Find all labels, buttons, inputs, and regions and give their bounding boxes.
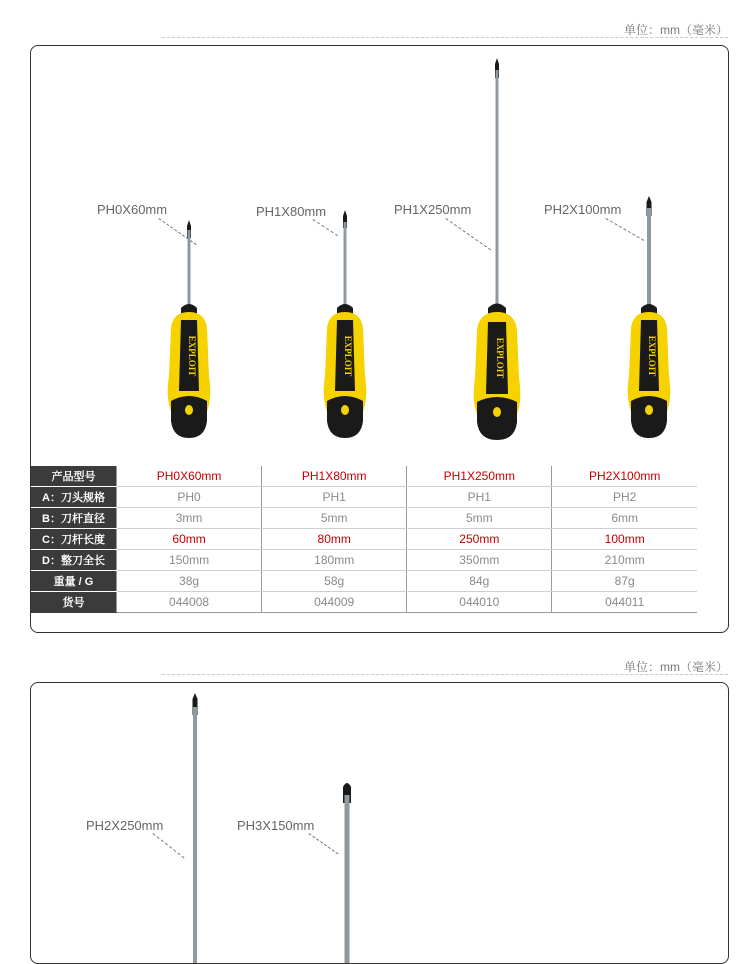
screwdriver-image [327, 777, 367, 964]
table-row [31, 529, 697, 550]
table-cell: 150mm [117, 550, 262, 571]
row-header: D：整刀全长 [31, 550, 117, 571]
tool-label-ph3x150: PH3X150mm [237, 818, 315, 833]
brand-logo: EXPLOIT [495, 337, 505, 379]
screwdriver-image [159, 216, 219, 466]
screwdriver-image [175, 691, 215, 964]
spec-table [31, 466, 697, 613]
table-row [31, 508, 697, 529]
model-cell: PH1X80mm [262, 466, 407, 487]
table-cell: 044011 [552, 592, 697, 613]
row-header: B：刀杆直径 [31, 508, 117, 529]
row-header: C：刀杆长度 [31, 529, 117, 550]
table-cell: 180mm [262, 550, 407, 571]
row-header: 货号 [31, 592, 117, 613]
unit-note: 单位：mm（毫米） [624, 660, 728, 674]
table-row [31, 466, 697, 487]
screwdriver-image [315, 216, 375, 466]
table-cell: 80mm [262, 529, 407, 550]
table-cell: 044009 [262, 592, 407, 613]
table-cell: 044008 [117, 592, 262, 613]
screwdriver-image [467, 56, 527, 456]
screwdriver-image [619, 196, 679, 466]
brand-logo: EXPLOIT [187, 335, 197, 377]
table-cell: PH1 [407, 487, 552, 508]
table-row [31, 592, 697, 613]
tool-label-ph2x250: PH2X250mm [86, 818, 164, 833]
divider [162, 674, 728, 675]
table-cell: 38g [117, 571, 262, 592]
table-cell: PH2 [552, 487, 697, 508]
table-cell: 6mm [552, 508, 697, 529]
row-header: A：刀头规格 [31, 487, 117, 508]
product-panel-1 [30, 45, 729, 633]
table-cell: 210mm [552, 550, 697, 571]
table-cell: 250mm [407, 529, 552, 550]
tool-label-ph2x100: PH2X100mm [544, 202, 622, 217]
table-cell: 3mm [117, 508, 262, 529]
table-row [31, 550, 697, 571]
table-cell: PH1 [262, 487, 407, 508]
table-cell: 58g [262, 571, 407, 592]
table-row [31, 487, 697, 508]
table-cell: 350mm [407, 550, 552, 571]
table-cell: 87g [552, 571, 697, 592]
model-cell: PH1X250mm [407, 466, 552, 487]
model-cell: PH0X60mm [117, 466, 262, 487]
table-cell: 60mm [117, 529, 262, 550]
model-cell: PH2X100mm [552, 466, 697, 487]
table-cell: 100mm [552, 529, 697, 550]
divider [162, 37, 728, 38]
tool-label-ph1x80: PH1X80mm [256, 204, 327, 219]
tool-label-ph1x250: PH1X250mm [394, 202, 472, 217]
product-panel-2 [30, 682, 729, 964]
unit-note: 单位：mm（毫米） [624, 23, 728, 37]
tool-label-ph0x60: PH0X60mm [97, 202, 168, 217]
table-row [31, 571, 697, 592]
table-cell: 84g [407, 571, 552, 592]
table-cell: 5mm [407, 508, 552, 529]
row-header: 产品型号 [31, 466, 117, 487]
row-header: 重量 / G [31, 571, 117, 592]
table-cell: PH0 [117, 487, 262, 508]
table-cell: 5mm [262, 508, 407, 529]
brand-logo: EXPLOIT [343, 335, 353, 377]
brand-logo: EXPLOIT [647, 335, 657, 377]
table-cell: 044010 [407, 592, 552, 613]
